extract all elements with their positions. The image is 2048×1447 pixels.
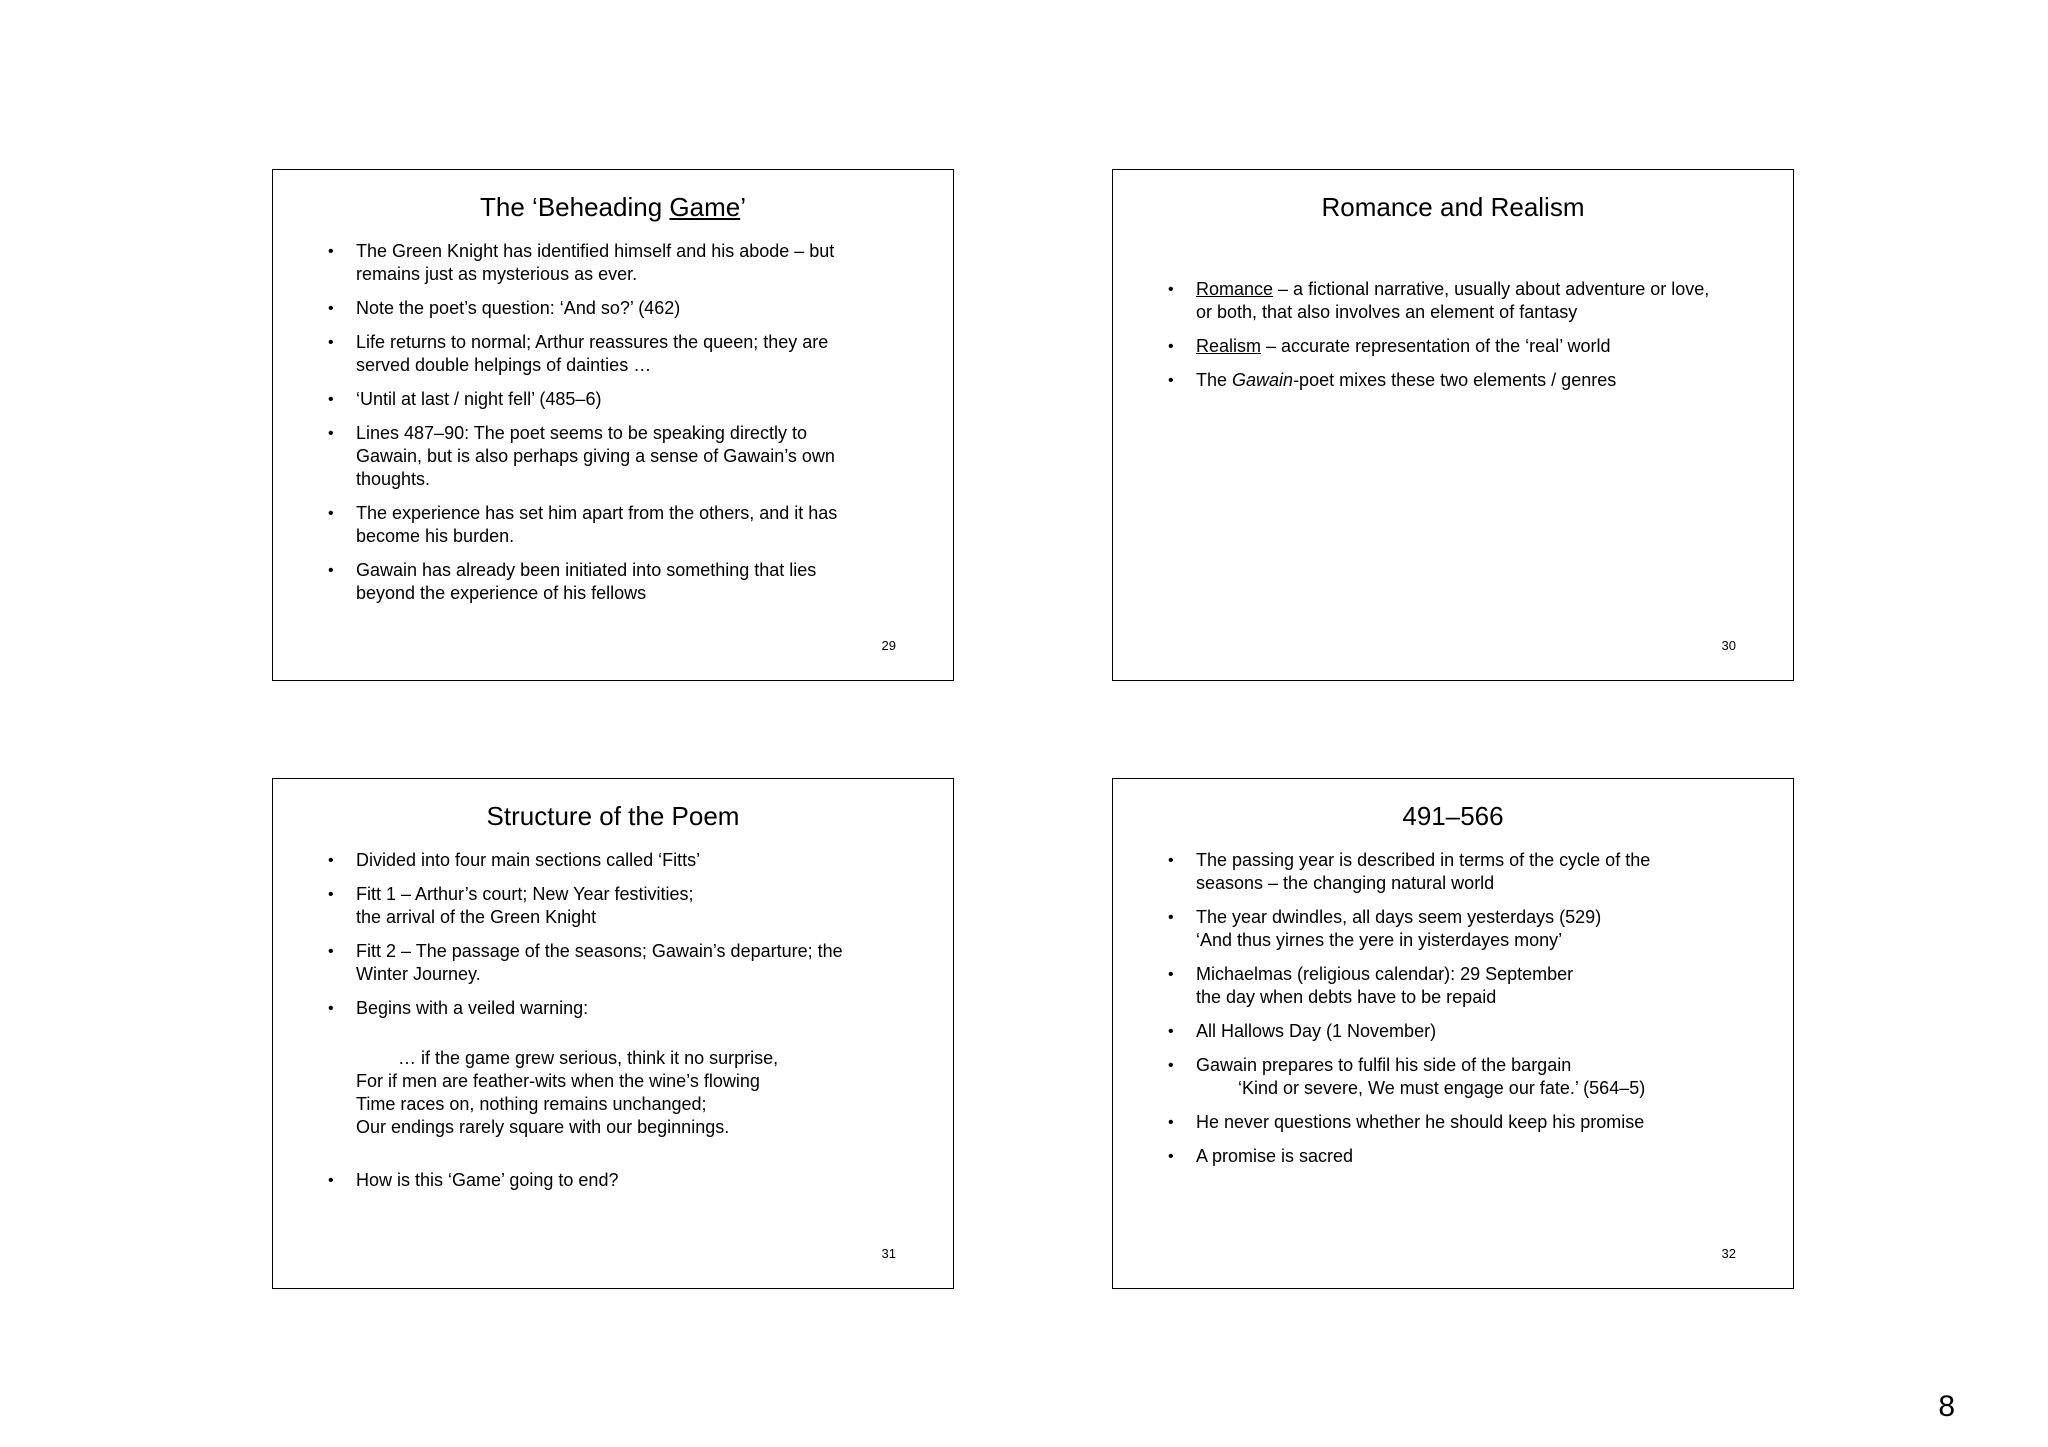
title-text-end: ’ [740, 192, 746, 222]
slide-number: 30 [1721, 638, 1736, 653]
bullet-text: -poet mixes these two elements / genres [1293, 370, 1617, 390]
bullet-line: ‘And thus yirnes the yere in yisterdayes mony’ [1196, 930, 1563, 950]
bullet-list [1168, 849, 1733, 1179]
quote-line: … if the game grew serious, think it no surprise, [398, 1048, 779, 1068]
bullet-item [328, 883, 893, 929]
quote-line: Our endings rarely square with our beginnings. [356, 1117, 730, 1137]
term-realism: Realism [1196, 336, 1262, 356]
bullet-line: or both, that also involves an element of fantasy [1196, 302, 1578, 322]
title-text: The ‘Beheading [480, 192, 670, 222]
bullet-item [328, 559, 893, 605]
bullet-line: remains just as mysterious as ever. [356, 264, 638, 284]
page-number: 8 [1938, 1390, 1955, 1423]
slide-title [273, 190, 953, 224]
bullet-line [1196, 335, 1733, 358]
slide-29 [272, 169, 954, 681]
bullet-line: • The experience has set him apart from the others, and it has [356, 503, 838, 523]
slide-title: Romance and Realism [1321, 192, 1585, 222]
bullet-line [1196, 369, 1733, 392]
bullet-line: become his burden. [356, 526, 515, 546]
quote-line: Time races on, nothing remains unchanged; [356, 1094, 707, 1114]
slide-30 [1112, 169, 1794, 681]
bullet-item [1168, 1145, 1733, 1168]
bullet-line: beyond the experience of his fellows [356, 583, 647, 603]
poem-quote [356, 1047, 778, 1139]
definition-text: – accurate representation of the ‘real’ world [1261, 336, 1611, 356]
bullet-line: • Gawain has already been initiated into something that lies [356, 560, 817, 580]
slide-title: 491–566 [1402, 801, 1504, 831]
bullet-list-final [328, 1169, 893, 1203]
bullet-item [1168, 906, 1733, 952]
bullet-line: ‘Kind or severe, We must engage our fate.’ (564–5) [1238, 1078, 1646, 1098]
bullet-item [328, 849, 893, 872]
bullet-item [1168, 1111, 1733, 1134]
bullet-item [328, 940, 893, 986]
bullet-item [328, 297, 893, 320]
bullet-line [1196, 278, 1733, 301]
bullet-line: the day when debts have to be repaid [1196, 987, 1497, 1007]
bullet-line: • He never questions whether he should keep his promise [1196, 1112, 1645, 1132]
bullet-line: the arrival of the Green Knight [356, 907, 597, 927]
bullet-line: • Note the poet’s question: ‘And so?’ (462) [356, 298, 681, 318]
bullet-line: • The passing year is described in terms of the cycle of the [1196, 850, 1651, 870]
bullet-list [1168, 278, 1733, 403]
bullet-item [328, 422, 893, 491]
quote-line: For if men are feather-wits when the wine’s flowing [356, 1071, 760, 1091]
bullet-line: • Lines 487–90: The poet seems to be speaking directly to [356, 423, 807, 443]
bullet-list [328, 240, 893, 616]
slide-32 [1112, 778, 1794, 1289]
bullet-item [328, 331, 893, 377]
bullet-line: • Divided into four main sections called ‘Fitts’ [356, 850, 701, 870]
bullet-item [328, 997, 893, 1020]
slide-number: 31 [881, 1246, 896, 1261]
italic-text: Gawain [1232, 370, 1294, 390]
bullet-item [328, 1169, 893, 1192]
bullet-line: • Fitt 1 – Arthur’s court; New Year festivities; [356, 884, 694, 904]
bullet-item [328, 240, 893, 286]
bullet-item [1168, 963, 1733, 1009]
bullet-line: • Begins with a veiled warning: [356, 998, 589, 1018]
bullet-item [1168, 849, 1733, 895]
bullet-item [1168, 278, 1733, 324]
bullet-text: The [1196, 370, 1233, 390]
title-underlined-text: Game [669, 192, 741, 222]
slide-number: 29 [881, 638, 896, 653]
bullet-line: Winter Journey. [356, 964, 481, 984]
bullet-line: • How is this ‘Game’ going to end? [356, 1170, 619, 1190]
slide-31 [272, 778, 954, 1289]
bullet-item [328, 502, 893, 548]
bullet-item [1168, 369, 1733, 392]
bullet-list [328, 849, 893, 1031]
bullet-line: seasons – the changing natural world [1196, 873, 1495, 893]
bullet-line: • The Green Knight has identified himself and his abode – but [356, 241, 835, 261]
bullet-line: • Life returns to normal; Arthur reassures the queen; they are [356, 332, 829, 352]
slide-title: Structure of the Poem [486, 801, 740, 831]
bullet-line: thoughts. [356, 469, 431, 489]
slide-number: 32 [1721, 1246, 1736, 1261]
bullet-line: served double helpings of dainties … [356, 355, 652, 375]
bullet-line: • All Hallows Day (1 November) [1196, 1021, 1437, 1041]
bullet-line: • A promise is sacred [1196, 1146, 1354, 1166]
bullet-line: • ‘Until at last / night fell’ (485–6) [356, 389, 602, 409]
bullet-item [1168, 335, 1733, 358]
bullet-line: • The year dwindles, all days seem yesterdays (529) [1196, 907, 1602, 927]
bullet-item [1168, 1020, 1733, 1043]
bullet-line: • Gawain prepares to fulfil his side of the bargain [1196, 1055, 1572, 1075]
bullet-line: • Fitt 2 – The passage of the seasons; Gawain’s departure; the [356, 941, 843, 961]
bullet-item [328, 388, 893, 411]
bullet-line: Gawain, but is also perhaps giving a sense of Gawain’s own [356, 446, 835, 466]
definition-text: – a fictional narrative, usually about adventure or love, [1273, 279, 1710, 299]
bullet-line: • Michaelmas (religious calendar): 29 September [1196, 964, 1574, 984]
term-romance: Romance [1196, 279, 1274, 299]
bullet-item [1168, 1054, 1733, 1100]
